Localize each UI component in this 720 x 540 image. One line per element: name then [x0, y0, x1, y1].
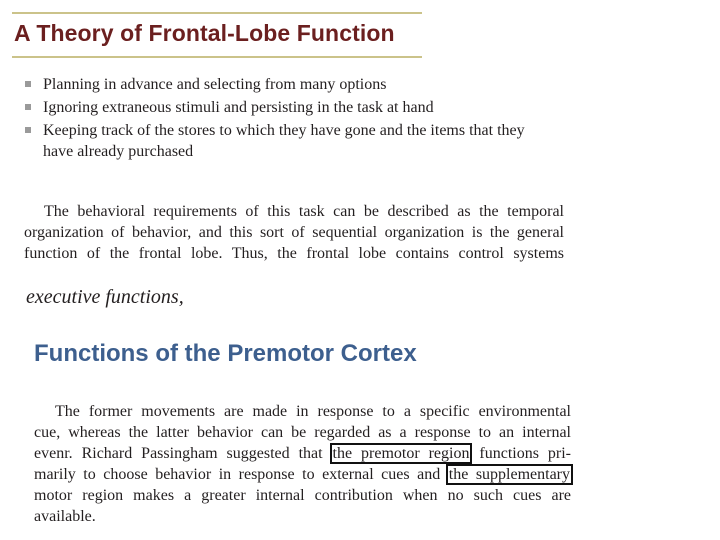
line-segment: marily to choose behavior in response to external cues and — [34, 466, 441, 483]
paragraph-line — [34, 464, 571, 485]
section-heading-frontal-lobe: A Theory of Frontal-Lobe Function — [14, 20, 395, 46]
paragraph-line: cue, whereas the latter behavior can be regarded as a response to an internal — [34, 424, 571, 441]
bullet-square-icon — [25, 127, 31, 133]
section-heading-premotor-cortex: Functions of the Premotor Cortex — [34, 340, 417, 367]
bullet-text: Ignoring extraneous stimuli and persisting in the task at hand — [43, 99, 434, 116]
bullet-list — [22, 74, 552, 164]
body-paragraph-premotor-cortex — [34, 401, 571, 527]
bullet-item — [22, 120, 552, 162]
paragraph-line: The former movements are made in response to a specific environmental — [55, 403, 571, 420]
bullet-item — [22, 97, 552, 118]
paragraph-line — [34, 443, 571, 464]
bullet-item — [22, 74, 552, 95]
paragraph-line: available. — [34, 508, 96, 525]
bullet-text: Planning in advance and selecting from many options — [43, 76, 387, 93]
line-segment: functions pri- — [479, 445, 572, 462]
highlight-box-premotor-region: the premotor region — [332, 445, 470, 462]
paragraph-line: motor region makes a greater internal contribution when no such cues are — [34, 487, 571, 504]
line-segment: evenr. Richard Passingham suggested that — [34, 445, 323, 462]
body-paragraph-frontal-lobe: The behavioral requirements of this task can be described as the temporal organization of behavior, and this sort of sequential organization is the general function of the frontal lobe. Thus, the frontal lobe contains control systems — [24, 203, 564, 262]
bullet-text: Keeping track of the stores to which they have gone and the items that they have already purchased — [43, 122, 525, 160]
heading-underline-rule — [12, 56, 422, 58]
top-rule — [12, 12, 422, 14]
bullet-square-icon — [25, 104, 31, 110]
italic-term-executive-functions: executive functions, — [26, 286, 184, 308]
bullet-square-icon — [25, 81, 31, 87]
highlight-box-supplementary: the supplementary — [448, 466, 571, 483]
